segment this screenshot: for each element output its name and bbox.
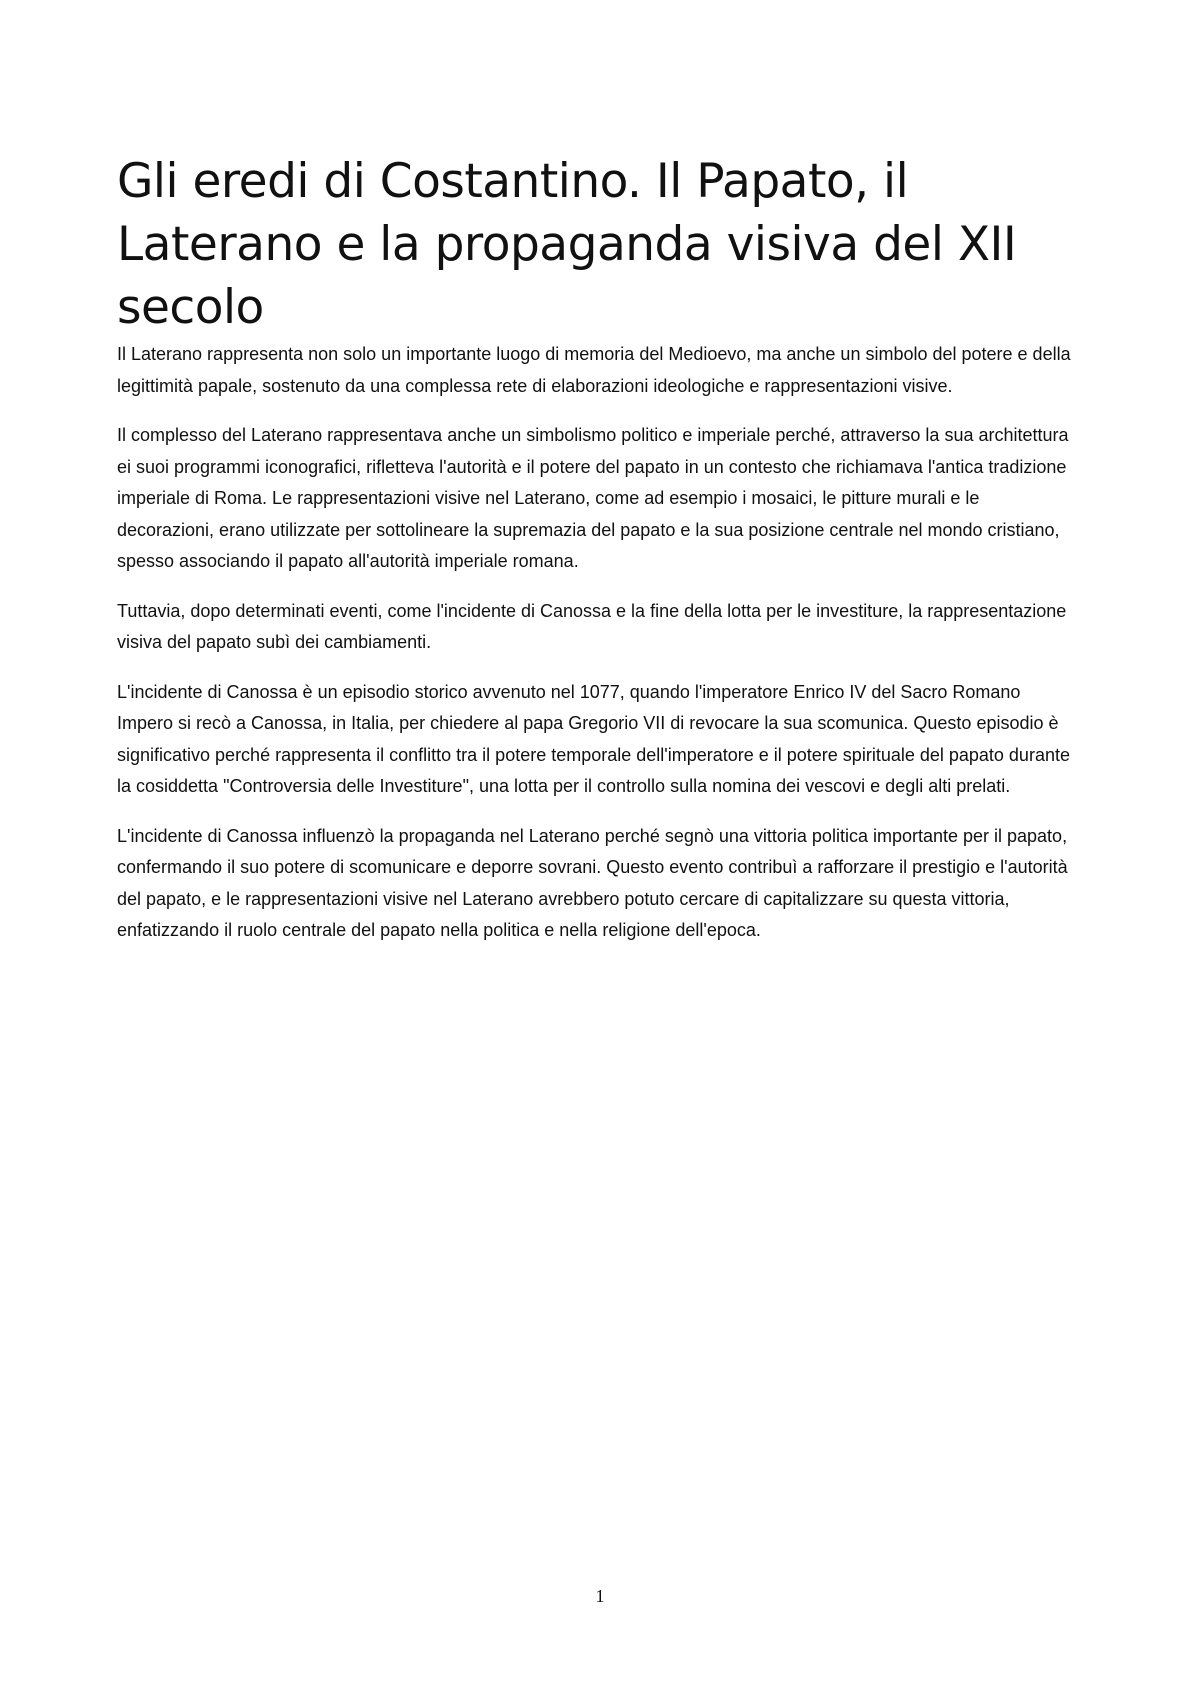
paragraph-3: Tuttavia, dopo determinati eventi, come l'incidente di Canossa e la fine della lotta per le investiture, la rappresentazione visiva del papato subì dei cambiamenti. xyxy=(117,600,1067,652)
document-body xyxy=(117,150,1079,965)
page-number: 1 xyxy=(595,1586,605,1606)
document-title: Gli eredi di Costantino. Il Papato, il Laterano e la propaganda visiva del XII secolo xyxy=(117,154,1017,335)
paragraph-2: Il complesso del Laterano rappresentava anche un simbolismo politico e imperiale perché, attraverso la sua architettura ei suoi programmi iconografici, rifletteva l'autorità e il potere del papato in un contesto che richiamava l'antica tradizione imperiale di Roma. Le rappresentazioni visive nel Laterano, come ad esempio i mosaici, le pitture murali e le decorazioni, erano utilizzate per sottolineare la supremazia del papato e la sua posizione centrale nel mondo cristiano, spesso associando il papato all'autorità imperiale romana. xyxy=(117,425,1069,571)
paragraph-1: Il Laterano rappresenta non solo un importante luogo di memoria del Medioevo, ma anche un simbolo del potere e della legittimità papale, sostenuto da una complessa rete di elaborazioni ideologiche e rappresentazioni visive. xyxy=(117,344,1071,396)
paragraph-5: L'incidente di Canossa influenzò la propaganda nel Laterano perché segnò una vittoria politica importante per il papato, confermando il suo potere di scomunicare e deporre sovrani. Questo evento contribuì a rafforzare il prestigio e l'autorità del papato, e le rappresentazioni visive nel Laterano avrebbero potuto cercare di capitalizzare su questa vittoria, enfatizzando il ruolo centrale del papato nella politica e nella religione dell'epoca. xyxy=(117,825,1068,940)
paragraph-4: L'incidente di Canossa è un episodio storico avvenuto nel 1077, quando l'imperatore Enrico IV del Sacro Romano Impero si recò a Canossa, in Italia, per chiedere al papa Gregorio VII di revocare la sua scomunica. Questo episodio è significativo perché rappresenta il conflitto tra il potere temporale dell'imperatore e il potere spirituale del papato durante la cosiddetta "Controversia delle Investiture", una lotta per il controllo sulla nomina dei vescovi e degli alti prelati. xyxy=(117,681,1070,796)
